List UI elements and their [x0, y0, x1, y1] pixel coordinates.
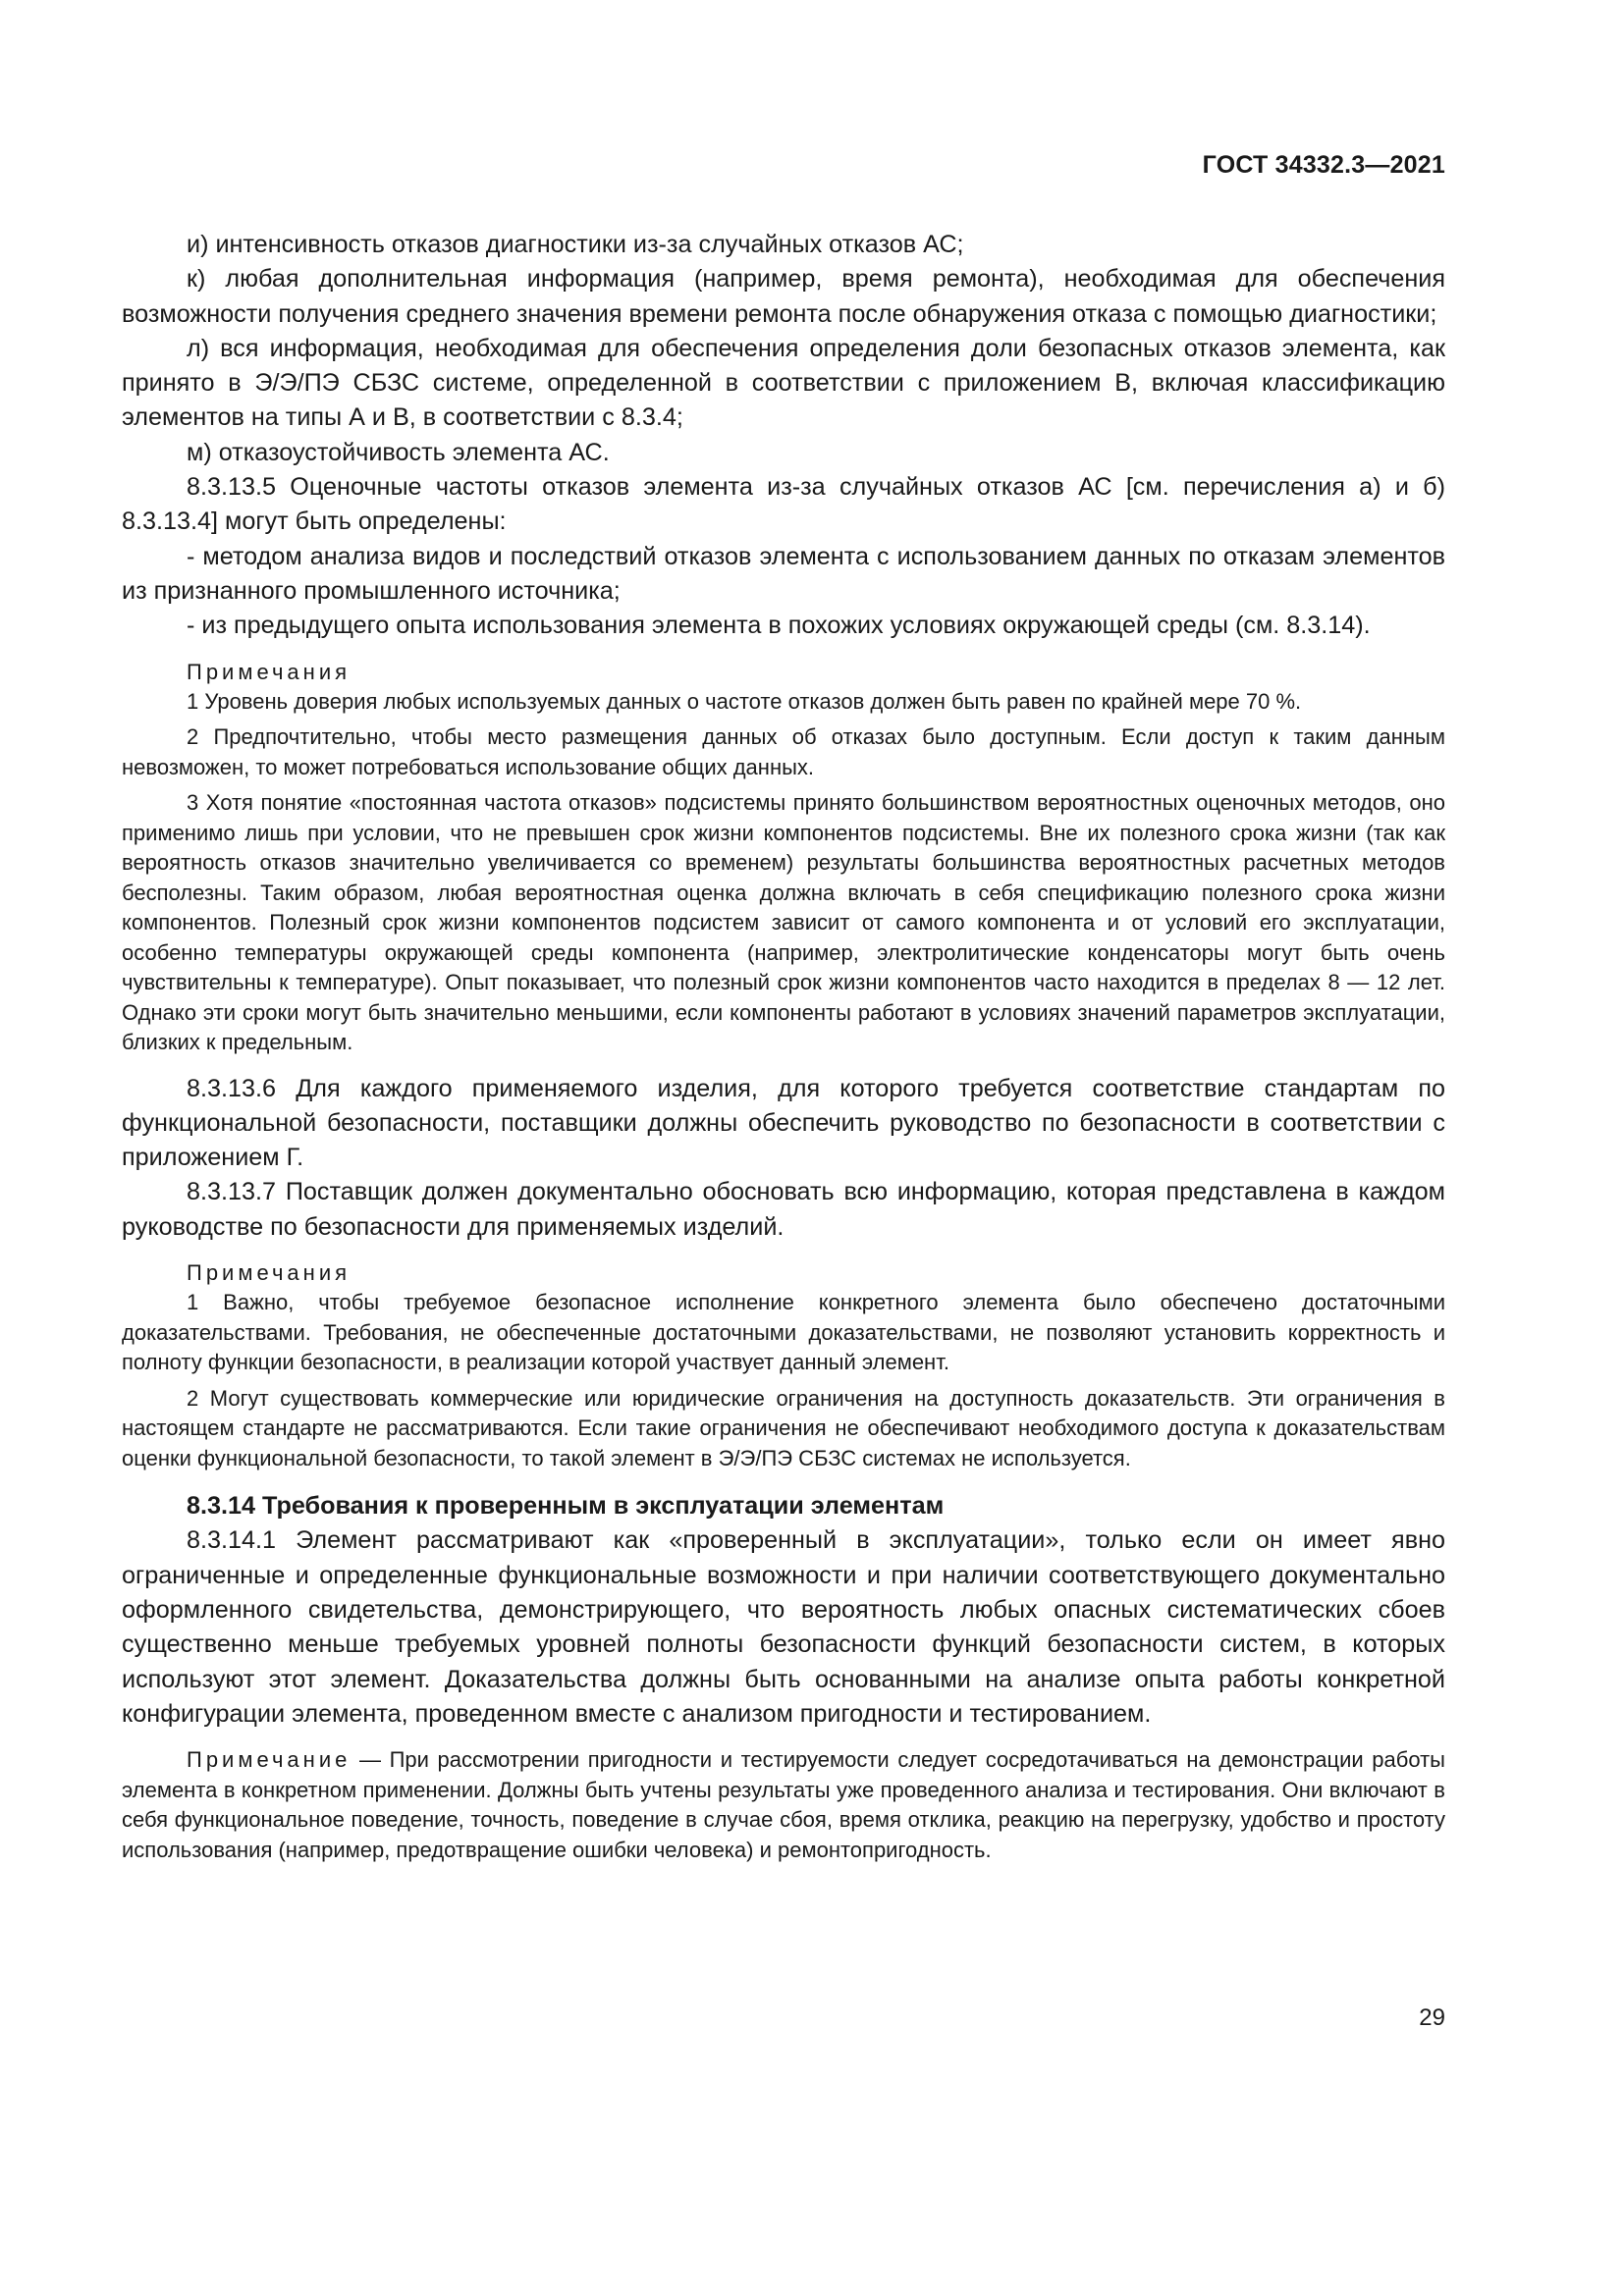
document-header-id: ГОСТ 34332.3—2021 [1202, 151, 1445, 179]
note-item: 2 Могут существовать коммерческие или юридические ограничения на доступность доказательств. Эти ограничения в настоящем стандарте не рассматриваются. Если такие ограничения не обеспечивают необходимого доступа к доказательствам оценки функциональной безопасности, то такой элемент в Э/Э/ПЭ СБЗС системах не используется. [122, 1385, 1445, 1470]
clause-8-3-13-5: 8.3.13.5 Оценочные частоты отказов элемента из-за случайных отказов АС [см. перечисления а) и б) 8.3.13.4] могут быть определены: [122, 473, 1445, 536]
note-item: 2 Предпочтительно, чтобы место размещения данных об отказах было доступным. Если доступ к таким данным невозможен, то может потребоваться использование общих данных. [122, 724, 1445, 779]
notes-heading: Примечания [187, 1260, 352, 1286]
note-item: 1 Важно, чтобы требуемое безопасное исполнение конкретного элемента было обеспечено достаточными доказательствами. Требования, не обеспеченные достаточными доказательствами, не позволяют установить корректность и полноту функции безопасности, в реализации которой участвует данный элемент. [122, 1290, 1445, 1375]
list-item-m: м) отказоустойчивость элемента АС. [187, 438, 610, 466]
clause-8-3-13-7: 8.3.13.7 Поставщик должен документально обосновать всю информацию, которая представлена в каждом руководстве по безопасности для применяемых изделий. [122, 1178, 1445, 1241]
dash-item-2: - из предыдущего опыта использования элемента в похожих условиях окружающей среды (см. 8.3.14). [187, 612, 1371, 640]
document-body [122, 228, 1445, 1865]
dash-item-1: - методом анализа видов и последствий отказов элемента с использованием данных по отказам элементов из признанного промышленного источника; [122, 542, 1445, 605]
note-item: 3 Хотя понятие «постоянная частота отказов» подсистемы принято большинством вероятностных оценочных методов, оно применимо лишь при условии, что не превышен срок жизни компонентов подсистемы. Вне их полезного срока жизни (так как вероятность отказов значительно увеличивается со временем) результаты большинства вероятностных расчетных методов бесполезны. Таким образом, любая вероятностная оценка должна включать в себя спецификацию полезного срока жизни компонентов. Полезный срок жизни компонентов подсистем зависит от самого компонента и от условий его эксплуатации, особенно температуры окружающей среды компонента (например, электролитические конденсаторы могут быть очень чувствительны к температуре). Опыт показывает, что полезный срок жизни компонентов часто находится в пределах 8 — 12 лет. Однако эти сроки могут быть значительно меньшими, если компоненты работают в условиях значений параметров эксплуатации, близких к предельным. [122, 790, 1445, 1055]
notes-heading: Примечания [187, 659, 352, 684]
note-label: Примечание [187, 1747, 352, 1773]
list-item-k: к) любая дополнительная информация (например, время ремонта), необходимая для обеспечения возможности получения среднего значения времени ремонта после обнаружения отказа с помощью диагностики; [122, 265, 1445, 328]
clause-8-3-13-6: 8.3.13.6 Для каждого применяемого изделия, для которого требуется соответствие стандартам по функциональной безопасности, поставщики должны обеспечить руководство по безопасности в соответствии с приложением Г. [122, 1074, 1445, 1172]
list-item-l: л) вся информация, необходимая для обеспечения определения доли безопасных отказов элемента, как принято в Э/Э/ПЭ СБЗС системе, определенной в соответствии с приложением В, включая классификацию элементов на типы А и В, в соответствии с 8.3.4; [122, 334, 1445, 432]
note-item: 1 Уровень доверия любых используемых данных о частоте отказов должен быть равен по крайней мере 70 %. [187, 688, 1302, 714]
section-heading: 8.3.14 Требования к проверенным в эксплуатации элементам [187, 1492, 945, 1521]
list-item-i: и) интенсивность отказов диагностики из-за случайных отказов АС; [187, 231, 964, 258]
page-number: 29 [1419, 2004, 1445, 2031]
clause-8-3-14-1: 8.3.14.1 Элемент рассматривают как «проверенный в эксплуатации», только если он имеет явно ограниченные и определенные функциональные возможности и при наличии соответствующего документально оформленного свидетельства, демонстрирующего, что вероятность любых опасных систематических сбоев существенно меньше требуемых уровней полноты безопасности функций безопасности систем, в которых используют этот элемент. Доказательства должны быть основанными на анализе опыта работы конкретной конфигурации элемента, проведенном вместе с анализом пригодности и тестированием. [122, 1526, 1445, 1728]
note-text: — При рассмотрении пригодности и тестируемости следует сосредотачиваться на демонстрации работы элемента в конкретном применении. Должны быть учтены результаты уже проведенного анализа и тестирования. Они включают в себя функциональное поведение, точность, поведение в случае сбоя, время отклика, реакцию на перегрузку, удобство и простоту использования (например, предотвращение ошибки человека) и ремонтопригодность. [122, 1747, 1445, 1862]
single-note [122, 1745, 1445, 1865]
